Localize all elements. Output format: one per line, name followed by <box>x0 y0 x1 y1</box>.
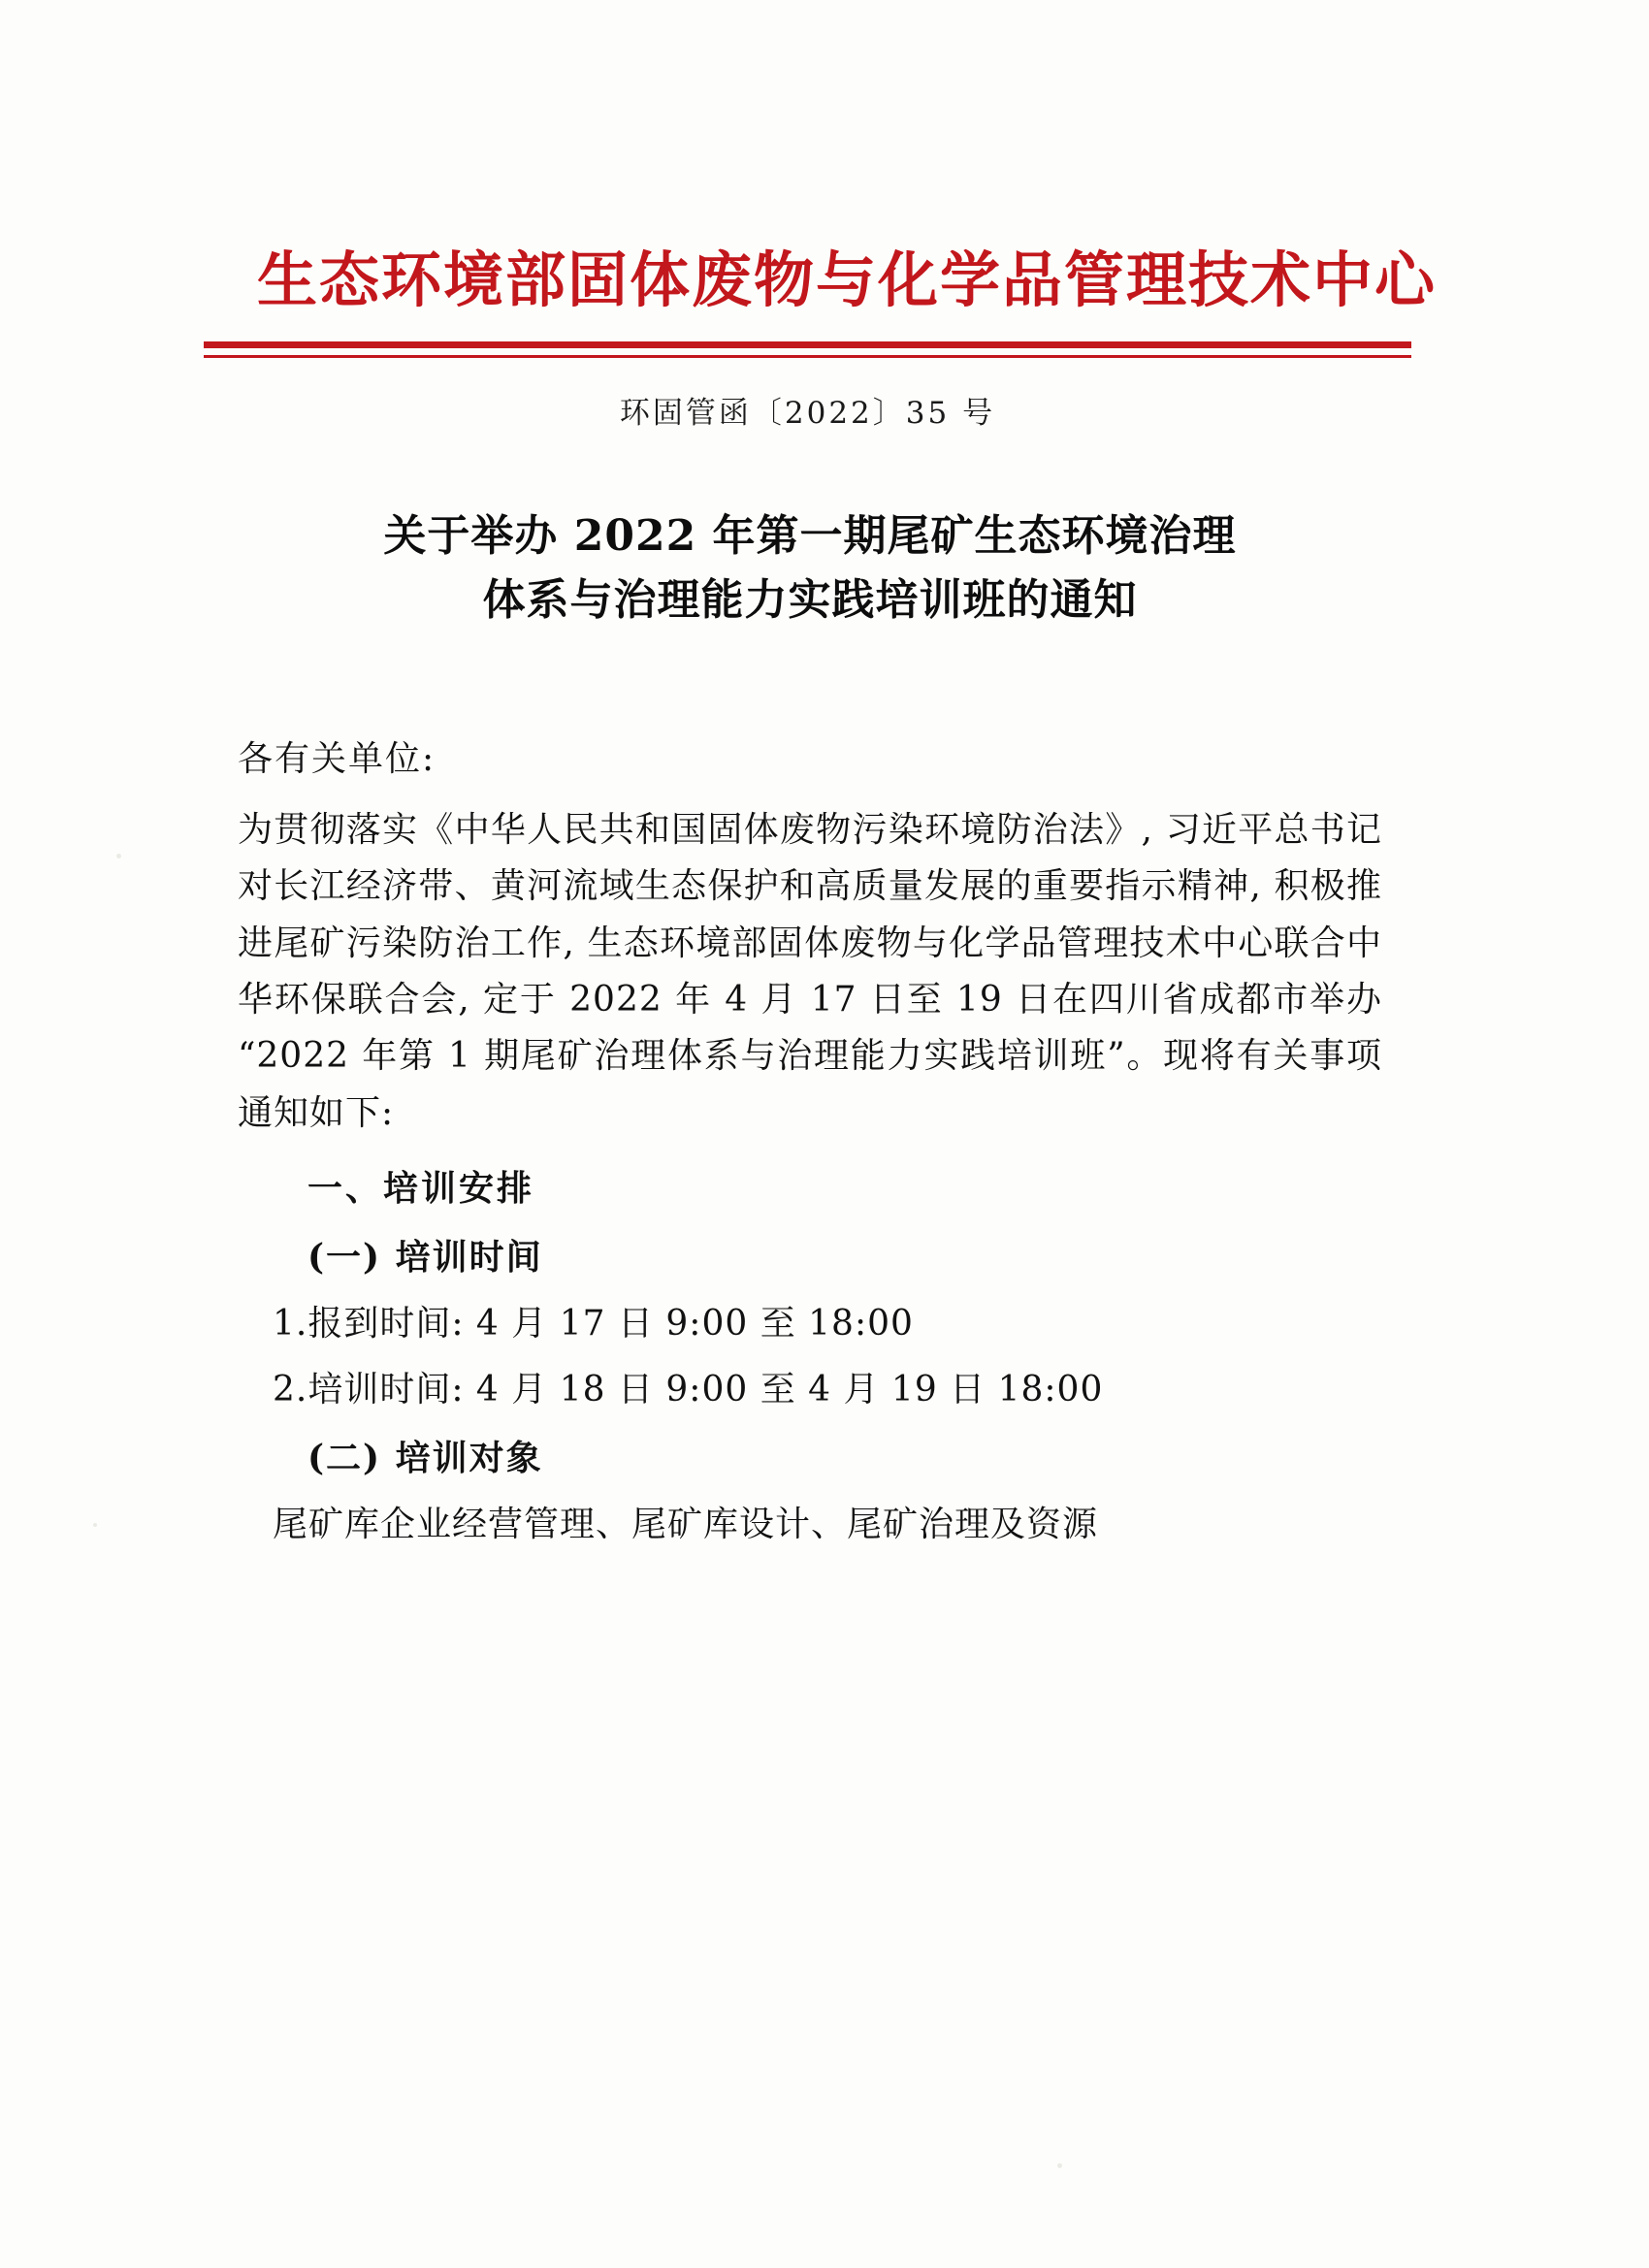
scan-speckle <box>116 854 121 859</box>
document-content <box>204 0 1445 2268</box>
letterhead-title: 生态环境部固体废物与化学品管理技术中心 <box>257 244 1438 315</box>
subsection-heading-training-time: (一) 培训时间 <box>307 1237 543 1279</box>
letterhead-rule-thick <box>204 341 1411 348</box>
letterhead-rule-thin <box>204 355 1411 358</box>
scan-speckle <box>93 1523 97 1527</box>
letterhead <box>257 244 1438 315</box>
subsection-text-training-audience: 尾矿库企业经营管理、尾矿库设计、尾矿治理及资源 <box>273 1504 1099 1544</box>
body-paragraph: 为贯彻落实《中华人民共和国固体废物污染环境防治法》, 习近平总书记对长江经济带、黄河流域生态保护和高质量发展的重要指示精神, 积极推进尾矿污染防治工作, 生态环境部固体废物与化学品管理技术中心联合中华环保联合会, 定于 2022 年 4 月 17 日至 19 日在四川省成都市举办 “2022 年第 1 期尾矿治理体系与治理能力实践培训班”。现将有关事项通知如下: <box>238 810 1382 1133</box>
section-heading-training-arrangement: 一、培训安排 <box>307 1167 535 1209</box>
salutation: 各有关单位: <box>238 739 436 779</box>
document-number: 环固管函〔2022〕35 号 <box>619 396 996 431</box>
list-item: 2.培训时间: 4 月 18 日 9:00 至 4 月 19 日 18:00 <box>273 1369 1104 1409</box>
list-item: 1.报到时间: 4 月 17 日 9:00 至 18:00 <box>273 1304 914 1345</box>
document-title-line-2: 体系与治理能力实践培训班的通知 <box>482 575 1138 625</box>
document-title-line-1: 关于举办 2022 年第一期尾矿生态环境治理 <box>383 511 1237 561</box>
document-title <box>242 504 1377 632</box>
document-body <box>238 737 1382 1558</box>
subsection-heading-training-audience: (二) 培训对象 <box>307 1438 543 1479</box>
